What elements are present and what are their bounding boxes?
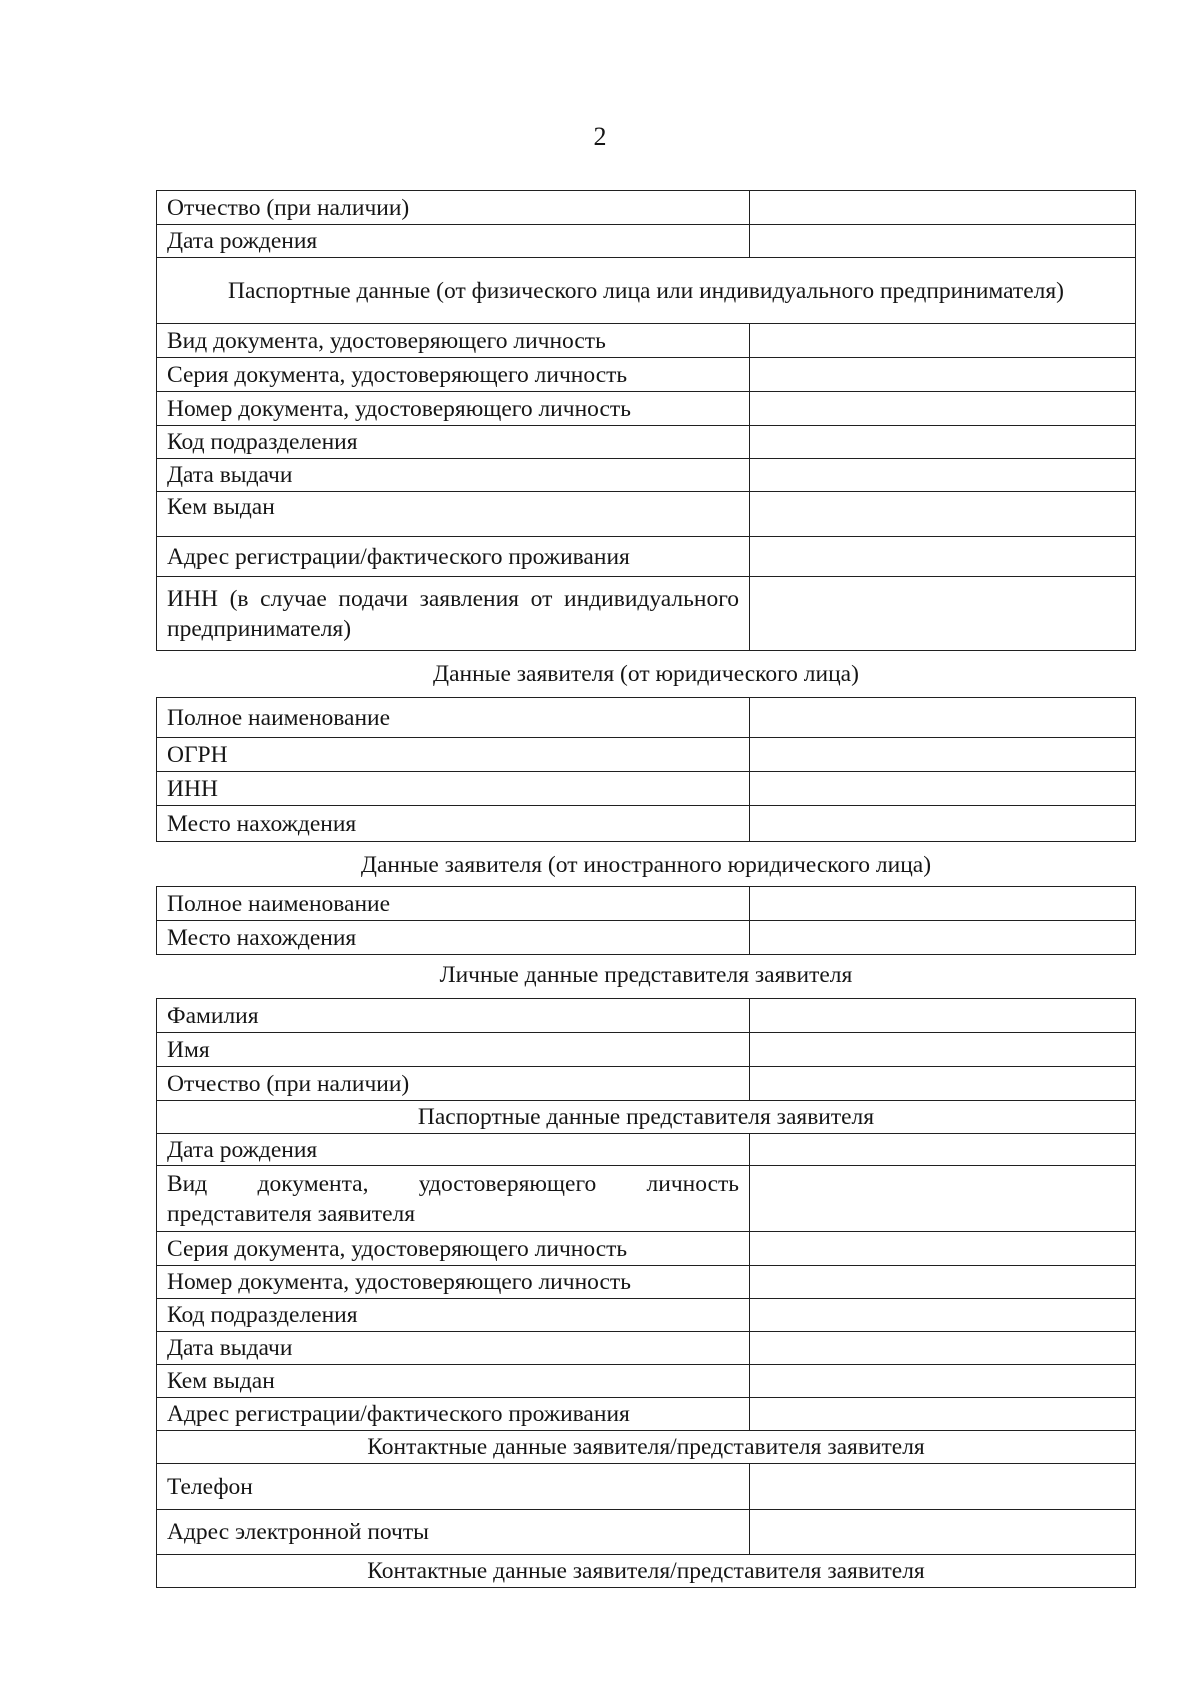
field-label-first-name: Имя bbox=[157, 1033, 750, 1067]
table-row bbox=[157, 1033, 1136, 1067]
ogrn-value-cell[interactable] bbox=[750, 738, 1136, 772]
applicant-individual-table bbox=[156, 190, 1136, 651]
table-row bbox=[157, 806, 1136, 842]
division-code-value-cell[interactable] bbox=[750, 426, 1136, 459]
registration-address-value-cell[interactable] bbox=[750, 537, 1136, 577]
section-row bbox=[157, 1431, 1136, 1464]
section-row bbox=[157, 1555, 1136, 1588]
table-row bbox=[157, 921, 1136, 955]
representative-table bbox=[156, 998, 1136, 1588]
section-header-contacts: Контактные данные заявителя/представителя заявителя bbox=[157, 1431, 1136, 1464]
birth-date-value-cell[interactable] bbox=[750, 225, 1136, 258]
applicant-legal-entity-table bbox=[156, 697, 1136, 842]
table-row bbox=[157, 1332, 1136, 1365]
patronymic-value-cell[interactable] bbox=[750, 191, 1136, 225]
table-row bbox=[157, 1464, 1136, 1510]
field-label-phone: Телефон bbox=[157, 1464, 750, 1510]
full-name-value-cell[interactable] bbox=[750, 698, 1136, 738]
table-row bbox=[157, 577, 1136, 651]
field-label-rep-issue-date: Дата выдачи bbox=[157, 1332, 750, 1365]
section-header-rep-passport: Паспортные данные представителя заявителя bbox=[157, 1101, 1136, 1134]
table-row bbox=[157, 772, 1136, 806]
table-row bbox=[157, 392, 1136, 426]
field-label-foreign-full-name: Полное наименование bbox=[157, 887, 750, 921]
table-row bbox=[157, 426, 1136, 459]
location-value-cell[interactable] bbox=[750, 806, 1136, 842]
table-row bbox=[157, 999, 1136, 1033]
field-label-ogrn: ОГРН bbox=[157, 738, 750, 772]
rep-document-number-value-cell[interactable] bbox=[750, 1266, 1136, 1299]
field-label-rep-issued-by: Кем выдан bbox=[157, 1365, 750, 1398]
field-label-issue-date: Дата выдачи bbox=[157, 459, 750, 492]
rep-registration-address-value-cell[interactable] bbox=[750, 1398, 1136, 1431]
page-number: 2 bbox=[593, 122, 607, 151]
table-row bbox=[157, 1299, 1136, 1332]
field-label-surname: Фамилия bbox=[157, 999, 750, 1033]
field-label-inn-individual: ИНН (в случае подачи заявления от индивидуального предпринимателя) bbox=[157, 577, 750, 651]
field-label-issued-by: Кем выдан bbox=[157, 492, 750, 537]
field-label-email: Адрес электронной почты bbox=[157, 1510, 750, 1555]
table-row bbox=[157, 738, 1136, 772]
field-label-division-code: Код подразделения bbox=[157, 426, 750, 459]
table-row bbox=[157, 1067, 1136, 1101]
table-row bbox=[157, 1232, 1136, 1266]
field-label-foreign-location: Место нахождения bbox=[157, 921, 750, 955]
document-type-value-cell[interactable] bbox=[750, 324, 1136, 358]
field-label-inn: ИНН bbox=[157, 772, 750, 806]
field-label-document-series: Серия документа, удостоверяющего личность bbox=[157, 358, 750, 392]
field-label-rep-document-type: Вид документа, удостоверяющего личность представителя заявителя bbox=[157, 1166, 750, 1232]
field-label-patronymic: Отчество (при наличии) bbox=[157, 191, 750, 225]
surname-value-cell[interactable] bbox=[750, 999, 1136, 1033]
field-label-rep-patronymic: Отчество (при наличии) bbox=[157, 1067, 750, 1101]
field-label-full-name: Полное наименование bbox=[157, 698, 750, 738]
table-row bbox=[157, 887, 1136, 921]
caption-legal-entity: Данные заявителя (от юридического лица) bbox=[433, 661, 859, 687]
inn-individual-value-cell[interactable] bbox=[750, 577, 1136, 651]
table-row bbox=[157, 698, 1136, 738]
field-label-rep-registration-address: Адрес регистрации/фактического проживания bbox=[157, 1398, 750, 1431]
table-row bbox=[157, 324, 1136, 358]
table-row bbox=[157, 1134, 1136, 1166]
applicant-foreign-entity-table bbox=[156, 886, 1136, 955]
section-header-passport-data: Паспортные данные (от физического лица или индивидуального предпринимателя) bbox=[157, 258, 1136, 324]
rep-issued-by-value-cell[interactable] bbox=[750, 1365, 1136, 1398]
field-label-rep-document-number: Номер документа, удостоверяющего личность bbox=[157, 1266, 750, 1299]
section-row bbox=[157, 258, 1136, 324]
rep-issue-date-value-cell[interactable] bbox=[750, 1332, 1136, 1365]
inn-value-cell[interactable] bbox=[750, 772, 1136, 806]
email-value-cell[interactable] bbox=[750, 1510, 1136, 1555]
section-header-contacts-repeat: Контактные данные заявителя/представителя заявителя bbox=[157, 1555, 1136, 1588]
table-row bbox=[157, 1166, 1136, 1232]
phone-value-cell[interactable] bbox=[750, 1464, 1136, 1510]
table-row bbox=[157, 492, 1136, 537]
field-label-registration-address: Адрес регистрации/фактического проживания bbox=[157, 537, 750, 577]
foreign-full-name-value-cell[interactable] bbox=[750, 887, 1136, 921]
table-row bbox=[157, 1398, 1136, 1431]
table-row bbox=[157, 1266, 1136, 1299]
table-row bbox=[157, 537, 1136, 577]
document-series-value-cell[interactable] bbox=[750, 358, 1136, 392]
issued-by-value-cell[interactable] bbox=[750, 492, 1136, 537]
field-label-rep-birth-date: Дата рождения bbox=[157, 1134, 750, 1166]
field-label-location: Место нахождения bbox=[157, 806, 750, 842]
rep-document-type-value-cell[interactable] bbox=[750, 1166, 1136, 1232]
issue-date-value-cell[interactable] bbox=[750, 459, 1136, 492]
table-row bbox=[157, 1365, 1136, 1398]
field-label-rep-document-series: Серия документа, удостоверяющего личность bbox=[157, 1232, 750, 1266]
table-row bbox=[157, 459, 1136, 492]
table-row bbox=[157, 1510, 1136, 1555]
document-number-value-cell[interactable] bbox=[750, 392, 1136, 426]
rep-document-series-value-cell[interactable] bbox=[750, 1232, 1136, 1266]
field-label-rep-division-code: Код подразделения bbox=[157, 1299, 750, 1332]
table-row bbox=[157, 225, 1136, 258]
field-label-birth-date: Дата рождения bbox=[157, 225, 750, 258]
first-name-value-cell[interactable] bbox=[750, 1033, 1136, 1067]
section-row bbox=[157, 1101, 1136, 1134]
caption-representative: Личные данные представителя заявителя bbox=[439, 962, 853, 988]
field-label-document-type: Вид документа, удостоверяющего личность bbox=[157, 324, 750, 358]
foreign-location-value-cell[interactable] bbox=[750, 921, 1136, 955]
caption-foreign-legal-entity: Данные заявителя (от иностранного юридического лица) bbox=[360, 852, 932, 878]
rep-division-code-value-cell[interactable] bbox=[750, 1299, 1136, 1332]
rep-birth-date-value-cell[interactable] bbox=[750, 1134, 1136, 1166]
rep-patronymic-value-cell[interactable] bbox=[750, 1067, 1136, 1101]
table-row bbox=[157, 358, 1136, 392]
table-row bbox=[157, 191, 1136, 225]
field-label-document-number: Номер документа, удостоверяющего личность bbox=[157, 392, 750, 426]
